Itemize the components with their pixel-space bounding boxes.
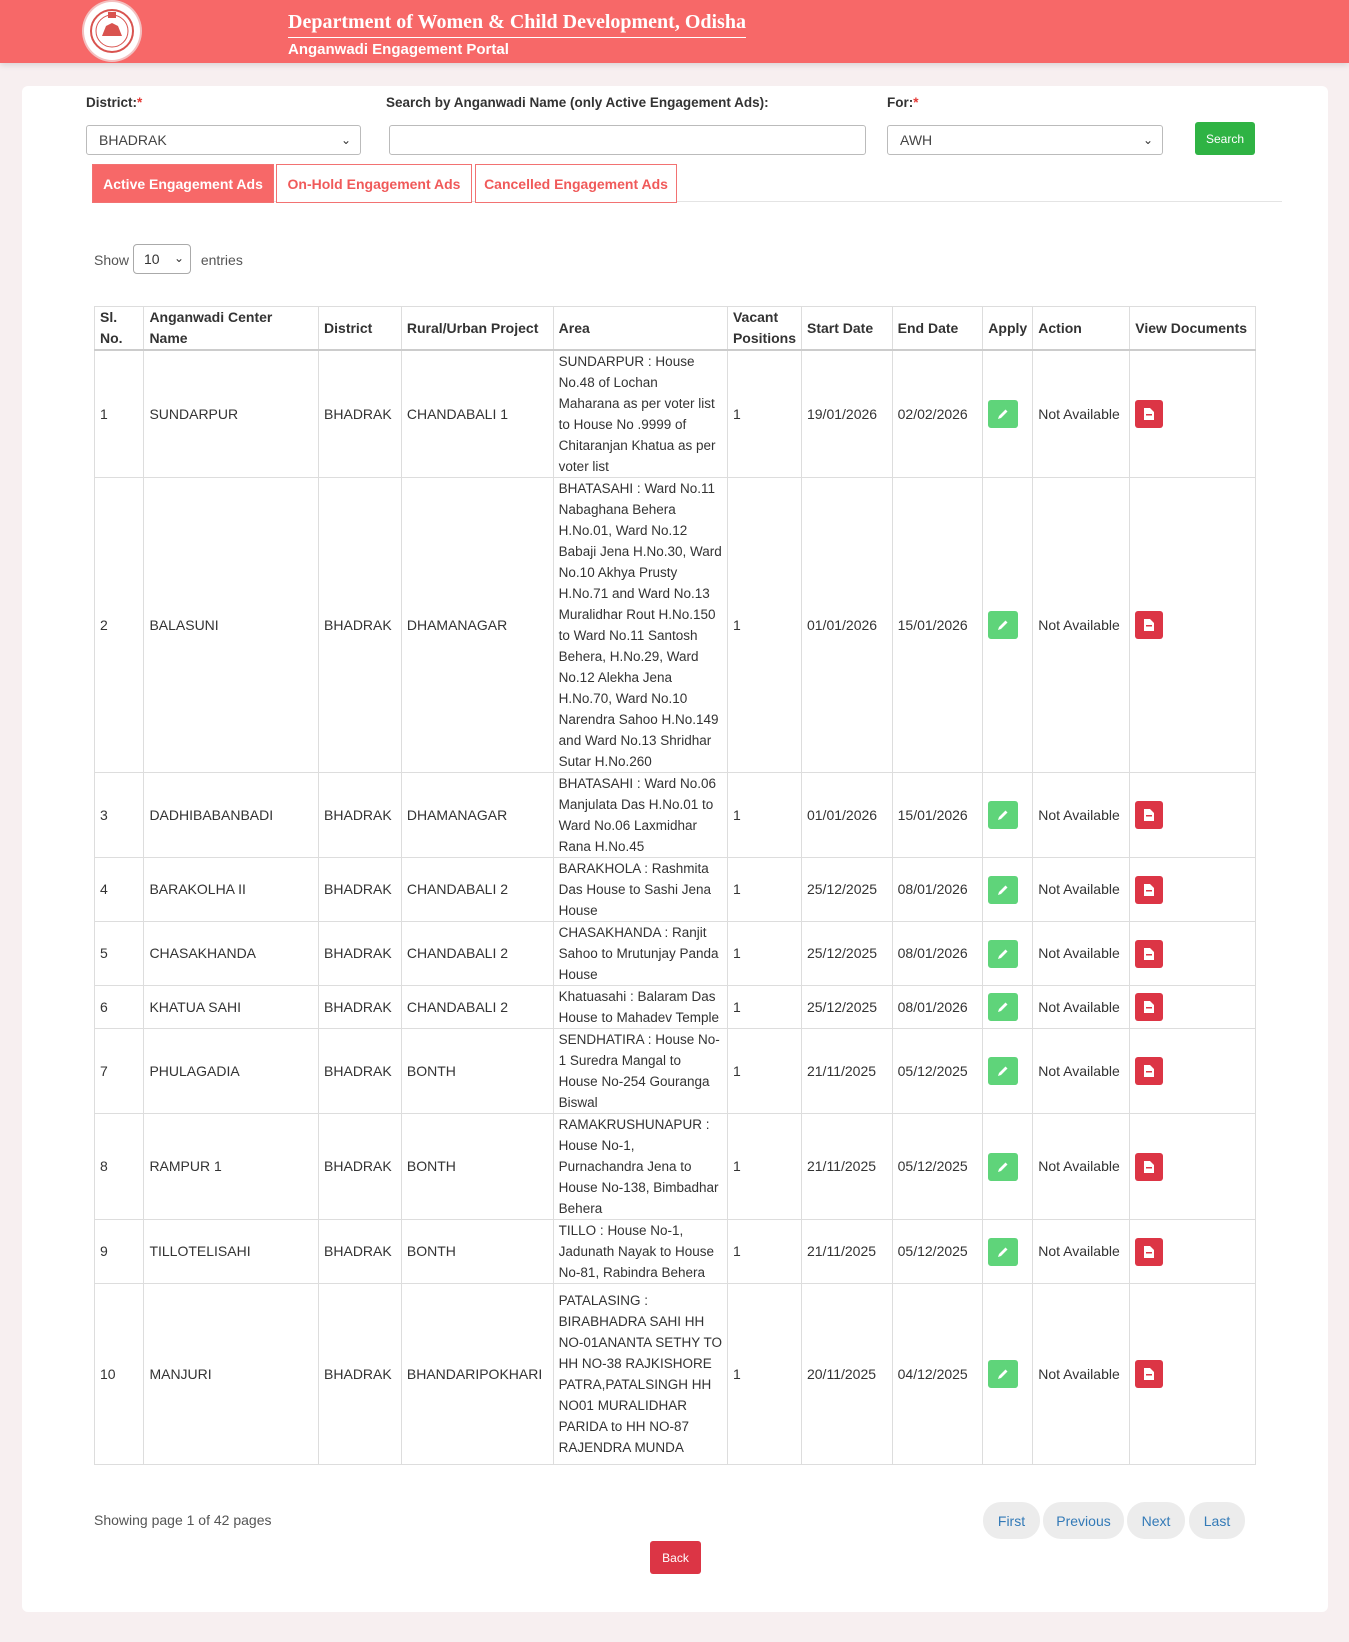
col-center-name[interactable]: Anganwadi Center Name — [144, 307, 319, 351]
cell-action: Not Available — [1033, 1220, 1130, 1284]
cell-view-documents — [1130, 986, 1256, 1029]
portal-subtitle: Anganwadi Engagement Portal — [288, 41, 509, 58]
cell-action: Not Available — [1033, 1284, 1130, 1465]
cell-vacant: 1 — [727, 1220, 801, 1284]
apply-edit-button[interactable] — [988, 876, 1018, 904]
cell-center-name: KHATUA SAHI — [144, 986, 319, 1029]
pdf-file-icon — [1144, 1161, 1154, 1173]
back-button[interactable]: Back — [650, 1541, 701, 1574]
pencil-icon — [997, 884, 1009, 896]
pencil-icon — [997, 809, 1009, 821]
cell-area: RAMAKRUSHUNAPUR : House No-1, Purnachandra Jena to House No-138, Bimbadhar Behera — [553, 1114, 727, 1220]
cell-center-name: DADHIBABANBADI — [144, 773, 319, 858]
col-area[interactable]: Area — [553, 307, 727, 351]
search-button[interactable]: Search — [1195, 122, 1255, 155]
cell-sl-no: 9 — [95, 1220, 144, 1284]
pencil-icon — [997, 408, 1009, 420]
cell-apply — [983, 1220, 1033, 1284]
cell-district: BHADRAK — [319, 1114, 402, 1220]
cell-project: DHAMANAGAR — [401, 773, 553, 858]
cell-district: BHADRAK — [319, 922, 402, 986]
cell-vacant: 1 — [727, 1029, 801, 1114]
cell-project: BHANDARIPOKHARI — [401, 1284, 553, 1465]
table-row — [95, 1029, 1256, 1114]
cell-center-name: CHASAKHANDA — [144, 922, 319, 986]
cell-end-date: 05/12/2025 — [892, 1114, 983, 1220]
department-title: Department of Women & Child Development, Odisha — [288, 11, 746, 38]
cell-start-date: 21/11/2025 — [801, 1029, 892, 1114]
cell-start-date: 21/11/2025 — [801, 1220, 892, 1284]
cell-end-date: 05/12/2025 — [892, 1220, 983, 1284]
cell-sl-no: 2 — [95, 478, 144, 773]
cell-project: CHANDABALI 2 — [401, 922, 553, 986]
cell-project: BONTH — [401, 1114, 553, 1220]
pagination-info: Showing page 1 of 42 pages — [94, 1512, 272, 1528]
cell-center-name: TILLOTELISAHI — [144, 1220, 319, 1284]
last-page-button[interactable]: Last — [1189, 1502, 1245, 1539]
col-action: Action — [1033, 307, 1130, 351]
view-document-button[interactable] — [1135, 876, 1163, 904]
show-label: Show — [94, 252, 130, 268]
pencil-icon — [997, 1368, 1009, 1380]
apply-edit-button[interactable] — [988, 611, 1018, 639]
cell-apply — [983, 858, 1033, 922]
tab-on-hold-engagement-ads[interactable]: On-Hold Engagement Ads — [276, 164, 472, 203]
for-label: For:* — [887, 95, 919, 110]
apply-edit-button[interactable] — [988, 993, 1018, 1021]
cell-project: DHAMANAGAR — [401, 478, 553, 773]
apply-edit-button[interactable] — [988, 940, 1018, 968]
anganwadi-search-input[interactable] — [389, 125, 866, 155]
cell-start-date: 20/11/2025 — [801, 1284, 892, 1465]
view-document-button[interactable] — [1135, 1360, 1163, 1388]
pencil-icon — [997, 1161, 1009, 1173]
engagement-ads-table — [94, 306, 1256, 1465]
cell-center-name: PHULAGADIA — [144, 1029, 319, 1114]
tab-cancelled-engagement-ads[interactable]: Cancelled Engagement Ads — [475, 164, 677, 203]
cell-start-date: 19/01/2026 — [801, 350, 892, 478]
cell-vacant: 1 — [727, 1114, 801, 1220]
pdf-file-icon — [1144, 809, 1154, 821]
view-document-button[interactable] — [1135, 801, 1163, 829]
cell-center-name: MANJURI — [144, 1284, 319, 1465]
table-header-row — [95, 307, 1256, 351]
cell-end-date: 15/01/2026 — [892, 773, 983, 858]
cell-view-documents — [1130, 350, 1256, 478]
cell-project: CHANDABALI 2 — [401, 986, 553, 1029]
cell-action: Not Available — [1033, 1029, 1130, 1114]
cell-center-name: BARAKOLHA II — [144, 858, 319, 922]
cell-project: BONTH — [401, 1220, 553, 1284]
cell-district: BHADRAK — [319, 1284, 402, 1465]
cell-apply — [983, 1284, 1033, 1465]
table-row — [95, 986, 1256, 1029]
cell-view-documents — [1130, 1029, 1256, 1114]
table-row — [95, 478, 1256, 773]
table-row — [95, 1220, 1256, 1284]
table-row — [95, 922, 1256, 986]
cell-district: BHADRAK — [319, 1029, 402, 1114]
cell-end-date: 02/02/2026 — [892, 350, 983, 478]
cell-district: BHADRAK — [319, 478, 402, 773]
pdf-file-icon — [1144, 619, 1154, 631]
view-document-button[interactable] — [1135, 1057, 1163, 1085]
cell-apply — [983, 773, 1033, 858]
cell-project: CHANDABALI 1 — [401, 350, 553, 478]
cell-apply — [983, 1114, 1033, 1220]
cell-sl-no: 7 — [95, 1029, 144, 1114]
cell-end-date: 08/01/2026 — [892, 986, 983, 1029]
col-start-date[interactable]: Start Date — [801, 307, 892, 351]
view-document-button[interactable] — [1135, 400, 1163, 428]
cell-apply — [983, 1029, 1033, 1114]
top-header — [0, 0, 1349, 63]
cell-sl-no: 4 — [95, 858, 144, 922]
cell-area: CHASAKHANDA : Ranjit Sahoo to Mrutunjay Panda House — [553, 922, 727, 986]
cell-view-documents — [1130, 478, 1256, 773]
cell-district: BHADRAK — [319, 986, 402, 1029]
cell-center-name: BALASUNI — [144, 478, 319, 773]
cell-vacant: 1 — [727, 773, 801, 858]
main-card — [22, 86, 1328, 1612]
cell-area: BHATASAHI : Ward No.06 Manjulata Das H.No.01 to Ward No.06 Laxmidhar Rana H.No.45 — [553, 773, 727, 858]
cell-apply — [983, 350, 1033, 478]
cell-district: BHADRAK — [319, 773, 402, 858]
cell-start-date: 25/12/2025 — [801, 922, 892, 986]
table-row — [95, 773, 1256, 858]
cell-district: BHADRAK — [319, 1220, 402, 1284]
cell-start-date: 25/12/2025 — [801, 986, 892, 1029]
chevron-down-icon: ⌄ — [340, 133, 351, 147]
cell-start-date: 25/12/2025 — [801, 858, 892, 922]
cell-project: BONTH — [401, 1029, 553, 1114]
cell-center-name: RAMPUR 1 — [144, 1114, 319, 1220]
view-document-button[interactable] — [1135, 1238, 1163, 1266]
apply-edit-button[interactable] — [988, 1153, 1018, 1181]
pencil-icon — [997, 1065, 1009, 1077]
cell-area: BARAKHOLA : Rashmita Das House to Sashi Jena House — [553, 858, 727, 922]
next-page-button[interactable]: Next — [1127, 1502, 1185, 1539]
col-sl-no[interactable]: Sl. No. — [95, 307, 144, 351]
cell-area: PATALASING : BIRABHADRA SAHI HH NO-01ANANTA SETHY TO HH NO-38 RAJKISHORE PATRA,PATALSINGH HH NO01 MURALIDHAR PARIDA to HH NO-87 RAJENDRA MUNDA — [553, 1284, 727, 1465]
apply-edit-button[interactable] — [988, 1238, 1018, 1266]
pencil-icon — [997, 1001, 1009, 1013]
cell-sl-no: 3 — [95, 773, 144, 858]
cell-start-date: 01/01/2026 — [801, 478, 892, 773]
cell-end-date: 05/12/2025 — [892, 1029, 983, 1114]
district-select[interactable]: BHADRAK ⌄ — [86, 125, 361, 155]
table-row — [95, 858, 1256, 922]
for-select[interactable]: AWH ⌄ — [887, 125, 1163, 155]
cell-vacant: 1 — [727, 1284, 801, 1465]
cell-end-date: 04/12/2025 — [892, 1284, 983, 1465]
col-end-date[interactable]: End Date — [892, 307, 983, 351]
pencil-icon — [997, 1246, 1009, 1258]
cell-view-documents — [1130, 1114, 1256, 1220]
view-document-button[interactable] — [1135, 993, 1163, 1021]
cell-sl-no: 6 — [95, 986, 144, 1029]
tab-active-engagement-ads[interactable]: Active Engagement Ads — [92, 164, 274, 203]
cell-action: Not Available — [1033, 922, 1130, 986]
table-row — [95, 350, 1256, 478]
cell-action: Not Available — [1033, 858, 1130, 922]
cell-sl-no: 1 — [95, 350, 144, 478]
odisha-emblem-logo — [82, 0, 142, 62]
apply-edit-button[interactable] — [988, 1360, 1018, 1388]
cell-area: BHATASAHI : Ward No.11 Nabaghana Behera H.No.01, Ward No.12 Babaji Jena H.No.30, Ward No.10 Akhya Prusty H.No.71 and Ward No.13 Muralidhar Rout H.No.150 to Ward No.11 Santosh Behera, H.No.29, Ward No.12 Alekha Jena H.No.70, Ward No.10 Narendra Sahoo H.No.149 and Ward No.13 Shridhar Sutar H.No.260 — [553, 478, 727, 773]
pdf-file-icon — [1144, 1001, 1154, 1013]
apply-edit-button[interactable] — [988, 1057, 1018, 1085]
search-label: Search by Anganwadi Name (only Active Engagement Ads): — [386, 95, 769, 110]
cell-vacant: 1 — [727, 922, 801, 986]
cell-view-documents — [1130, 773, 1256, 858]
view-document-button[interactable] — [1135, 940, 1163, 968]
cell-center-name: SUNDARPUR — [144, 350, 319, 478]
cell-action: Not Available — [1033, 986, 1130, 1029]
cell-end-date: 15/01/2026 — [892, 478, 983, 773]
cell-view-documents — [1130, 858, 1256, 922]
cell-sl-no: 5 — [95, 922, 144, 986]
pdf-file-icon — [1144, 948, 1154, 960]
cell-start-date: 21/11/2025 — [801, 1114, 892, 1220]
pdf-file-icon — [1144, 408, 1154, 420]
cell-apply — [983, 986, 1033, 1029]
col-apply: Apply — [983, 307, 1033, 351]
cell-vacant: 1 — [727, 350, 801, 478]
cell-action: Not Available — [1033, 478, 1130, 773]
chevron-down-icon: ⌄ — [173, 251, 184, 265]
pencil-icon — [997, 619, 1009, 631]
cell-sl-no: 8 — [95, 1114, 144, 1220]
cell-view-documents — [1130, 922, 1256, 986]
cell-vacant: 1 — [727, 858, 801, 922]
cell-vacant: 1 — [727, 986, 801, 1029]
pencil-icon — [997, 948, 1009, 960]
view-document-button[interactable] — [1135, 1153, 1163, 1181]
cell-view-documents — [1130, 1284, 1256, 1465]
chevron-down-icon: ⌄ — [1142, 133, 1153, 147]
table-row — [95, 1114, 1256, 1220]
pdf-file-icon — [1144, 1368, 1154, 1380]
cell-view-documents — [1130, 1220, 1256, 1284]
col-vacant-positions[interactable]: Vacant Positions — [727, 307, 801, 351]
cell-apply — [983, 478, 1033, 773]
entries-select[interactable]: 10 ⌄ — [133, 244, 191, 274]
table-row — [95, 1284, 1256, 1465]
cell-end-date: 08/01/2026 — [892, 922, 983, 986]
view-document-button[interactable] — [1135, 611, 1163, 639]
col-view-documents: View Documents — [1130, 307, 1256, 351]
cell-area: SENDHATIRA : House No-1 Suredra Mangal to House No-254 Gouranga Biswal — [553, 1029, 727, 1114]
cell-end-date: 08/01/2026 — [892, 858, 983, 922]
pdf-file-icon — [1144, 1065, 1154, 1077]
cell-action: Not Available — [1033, 773, 1130, 858]
cell-apply — [983, 922, 1033, 986]
cell-project: CHANDABALI 2 — [401, 858, 553, 922]
pdf-file-icon — [1144, 1246, 1154, 1258]
entries-label: entries — [200, 252, 243, 268]
cell-action: Not Available — [1033, 1114, 1130, 1220]
pdf-file-icon — [1144, 884, 1154, 896]
first-page-button[interactable]: First — [983, 1502, 1040, 1539]
cell-sl-no: 10 — [95, 1284, 144, 1465]
cell-district: BHADRAK — [319, 350, 402, 478]
apply-edit-button[interactable] — [988, 400, 1018, 428]
cell-start-date: 01/01/2026 — [801, 773, 892, 858]
cell-area: Khatuasahi : Balaram Das House to Mahadev Temple — [553, 986, 727, 1029]
cell-action: Not Available — [1033, 350, 1130, 478]
col-district[interactable]: District — [319, 307, 402, 351]
col-project[interactable]: Rural/Urban Project — [401, 307, 553, 351]
cell-vacant: 1 — [727, 478, 801, 773]
ads-tabs — [92, 164, 1282, 202]
district-label: District:* — [86, 95, 143, 110]
cell-area: SUNDARPUR : House No.48 of Lochan Maharana as per voter list to House No .9999 of Chitaranjan Khatua as per voter list — [553, 350, 727, 478]
cell-area: TILLO : House No-1, Jadunath Nayak to House No-81, Rabindra Behera — [553, 1220, 727, 1284]
cell-district: BHADRAK — [319, 858, 402, 922]
apply-edit-button[interactable] — [988, 801, 1018, 829]
previous-page-button[interactable]: Previous — [1043, 1502, 1124, 1539]
